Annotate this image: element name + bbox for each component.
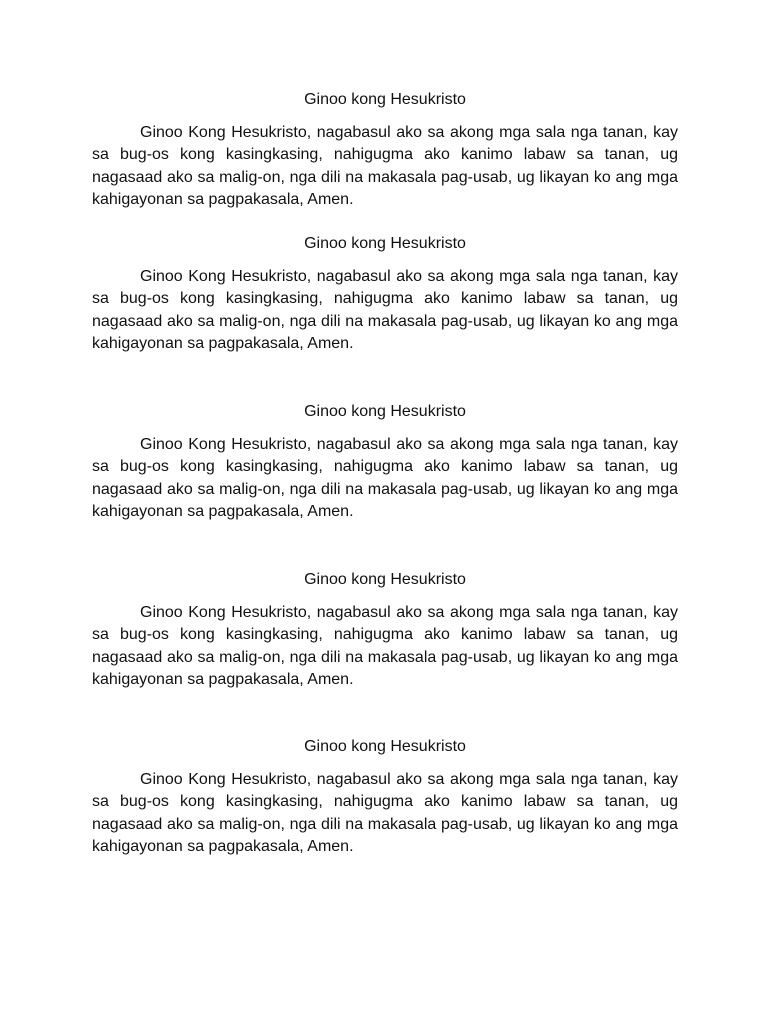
prayer-text: Ginoo Kong Hesukristo, nagabasul ako sa akong mga sala nga tanan, kay sa bug-os kong kasingkasing, nahigugma ako kanimo labaw sa tanan, ug nagasaad ako sa malig-on, nga dili na makasala pag-usab, ug likayan ko ang mga kahigayonan sa pagpakasala, Amen. (92, 124, 678, 209)
prayer-block (92, 736, 678, 859)
prayer-text: Ginoo Kong Hesukristo, nagabasul ako sa akong mga sala nga tanan, kay sa bug-os kong kasingkasing, nahigugma ako kanimo labaw sa tanan, ug nagasaad ako sa malig-on, nga dili na makasala pag-usab, ug likayan ko ang mga kahigayonan sa pagpakasala, Amen. (92, 436, 678, 521)
prayer-title: Ginoo kong Hesukristo (304, 91, 466, 108)
prayer-text: Ginoo Kong Hesukristo, nagabasul ako sa akong mga sala nga tanan, kay sa bug-os kong kasingkasing, nahigugma ako kanimo labaw sa tanan, ug nagasaad ako sa malig-on, nga dili na makasala pag-usab, ug likayan ko ang mga kahigayonan sa pagpakasala, Amen. (92, 268, 678, 353)
prayer-block (92, 89, 678, 212)
prayer-block (92, 401, 678, 524)
prayer-block (92, 569, 678, 692)
prayer-text: Ginoo Kong Hesukristo, nagabasul ako sa akong mga sala nga tanan, kay sa bug-os kong kasingkasing, nahigugma ako kanimo labaw sa tanan, ug nagasaad ako sa malig-on, nga dili na makasala pag-usab, ug likayan ko ang mga kahigayonan sa pagpakasala, Amen. (92, 771, 678, 856)
prayer-block (92, 233, 678, 356)
prayer-text: Ginoo Kong Hesukristo, nagabasul ako sa akong mga sala nga tanan, kay sa bug-os kong kasingkasing, nahigugma ako kanimo labaw sa tanan, ug nagasaad ako sa malig-on, nga dili na makasala pag-usab, ug likayan ko ang mga kahigayonan sa pagpakasala, Amen. (92, 604, 678, 689)
prayer-title: Ginoo kong Hesukristo (304, 738, 466, 755)
prayer-title: Ginoo kong Hesukristo (304, 571, 466, 588)
prayer-title: Ginoo kong Hesukristo (304, 403, 466, 420)
prayer-title: Ginoo kong Hesukristo (304, 235, 466, 252)
